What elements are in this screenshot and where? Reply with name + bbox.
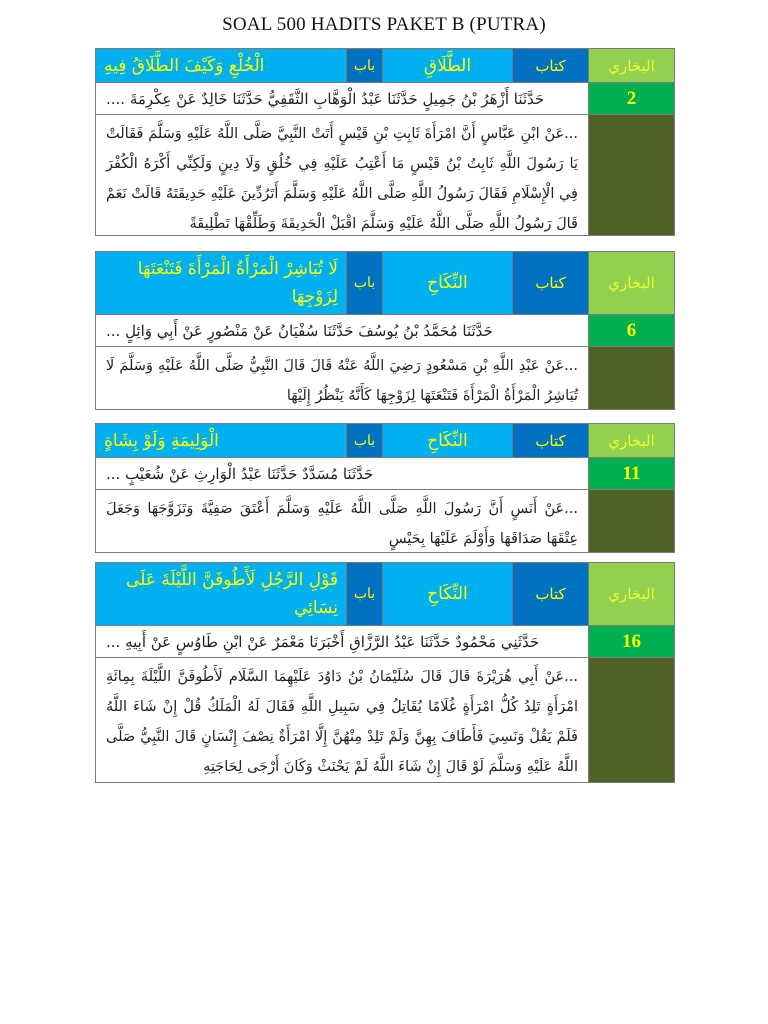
bukhari-label: البخاري (588, 49, 674, 82)
sanad-text: حَدَّثَنَا مُسَدَّدٌ حَدَّثَنَا عَبْدُ الْوَارِثِ عَنْ شُعَيْبٍ ... (106, 464, 374, 483)
answer-box (588, 658, 674, 782)
bab-label: باب (346, 563, 382, 625)
matn-text: ...عَنْ عَبْدِ اللَّهِ بْنِ مَسْعُودٍ رَضِيَ اللَّهُ عَنْهُ قَالَ قَالَ النَّبِيُّ صَلَّى اللَّهُ عَلَيْهِ وَسَلَّمَ لَا تُبَاشِرُ الْمَرْأَةُ الْمَرْأَةَ فَتَنْعَتَهَا لِزَوْجِهَا كَأَنَّهُ يَنْظُرُ إِلَيْهَا (106, 358, 578, 404)
kitab-name: النِّكَاحِ (382, 563, 512, 625)
sanad-row (96, 315, 674, 347)
bukhari-label: البخاري (588, 424, 674, 457)
kitab-label: كتاب (512, 49, 588, 82)
matn-row (96, 658, 674, 782)
sanad-text: حَدَّثَنَا مُحَمَّدُ بْنُ يُوسُفَ حَدَّثَنَا سُفْيَانُ عَنْ مَنْصُورٍ عَنْ أَبِي وَائِلٍ ... (106, 321, 493, 340)
sanad-row (96, 626, 674, 658)
bab-label: باب (346, 252, 382, 314)
card-header (96, 424, 674, 458)
card-header (96, 252, 674, 315)
sanad-text: حَدَّثَنَا أَزْهَرُ بْنُ جَمِيلٍ حَدَّثَنَا عَبْدُ الْوَهَّابِ الثَّقَفِيُّ حَدَّثَنَا خَالِدٌ عَنْ عِكْرِمَةَ .... (106, 89, 545, 108)
bab-label: باب (346, 49, 382, 82)
bab-label: باب (346, 424, 382, 457)
card-header (96, 563, 674, 626)
answer-box (588, 490, 674, 552)
hadith-number: 16 (588, 626, 674, 657)
page-title: SOAL 500 HADITS PAKET B (PUTRA) (222, 14, 546, 35)
hadith-card-6 (95, 251, 675, 410)
bab-name: الْوَلِيمَةِ وَلَوْ بِشَاةٍ (96, 424, 346, 457)
sanad-row (96, 83, 674, 115)
kitab-label: كتاب (512, 252, 588, 314)
hadith-number: 11 (588, 458, 674, 489)
matn-text: ...عَنْ أَبِي هُرَيْرَةَ قَالَ قَالَ سُلَيْمَانُ بْنُ دَاوُدَ عَلَيْهِمَا السَّلَام لَأَطُوفَنَّ اللَّيْلَةَ بِمِائَةِ امْرَأَةٍ تَلِدُ كُلُّ امْرَأَةٍ غُلَامًا يُقَاتِلُ فِي سَبِيلِ اللَّهِ فَقَالَ لَهُ الْمَلَكُ قُلْ إِنْ شَاءَ اللَّهُ فَلَمْ يَقُلْ وَنَسِيَ فَأَطَافَ بِهِنَّ وَلَمْ تَلِدْ مِنْهُنَّ إِلَّا امْرَأَةٌ نِصْفَ إِنْسَانٍ قَالَ النَّبِيُّ صَلَّى اللَّهُ عَلَيْهِ وَسَلَّمَ لَوْ قَالَ إِنْ شَاءَ اللَّهُ لَمْ يَحْنَثْ وَكَانَ أَرْجَى لِحَاجَتِهِ (106, 669, 578, 775)
matn-text: ...عَنْ أَنَسٍ أَنَّ رَسُولَ اللَّهِ صَلَّى اللَّهُ عَلَيْهِ وَسَلَّمَ أَعْتَقَ صَفِيَّةَ وَتَزَوَّجَهَا وَجَعَلَ عِتْقَهَا صَدَاقَهَا وَأَوْلَمَ عَلَيْهَا بِحَيْسٍ (106, 501, 578, 547)
kitab-name: النِّكَاحِ (382, 252, 512, 314)
hadith-number: 6 (588, 315, 674, 346)
matn-row (96, 347, 674, 409)
kitab-name: النِّكَاحِ (382, 424, 512, 457)
answer-box (588, 115, 674, 235)
bab-name: قَوْلِ الرَّجُلِ لَأَطُوفَنَّ اللَّيْلَةَ عَلَى نِسَائِي (96, 563, 346, 625)
bab-name: لَا تُبَاشِرْ الْمَرْأَةُ الْمَرْأَةَ فَتَنْعَتَهَا لِزَوْجِهَا (96, 252, 346, 314)
kitab-name: الطَّلَاقِ (382, 49, 512, 82)
hadith-card-2 (95, 48, 675, 236)
matn-row (96, 490, 674, 552)
bukhari-label: البخاري (588, 563, 674, 625)
bab-name: الْخُلْعِ وَكَيْفَ الطَّلَاقُ فِيهِ (96, 49, 346, 82)
hadith-card-11 (95, 423, 675, 553)
answer-box (588, 347, 674, 409)
sanad-text: حَدَّثَنِي مَحْمُودٌ حَدَّثَنَا عَبْدُ الرَّزَّاقِ أَخْبَرَنَا مَعْمَرٌ عَنْ ابْنِ طَاوُسٍ عَنْ أَبِيهِ ... (106, 632, 540, 651)
kitab-label: كتاب (512, 424, 588, 457)
matn-text: ...عَنْ ابْنِ عَبَّاسٍ أَنَّ امْرَأَةَ ثَابِتِ بْنِ قَيْسٍ أَتَتْ النَّبِيَّ صَلَّى اللَّهُ عَلَيْهِ وَسَلَّمَ فَقَالَتْ يَا رَسُولَ اللَّهِ ثَابِتُ بْنُ قَيْسٍ مَا أَعْتِبُ عَلَيْهِ فِي خُلُقٍ وَلَا دِينٍ وَلَكِنِّي أَكْرَهُ الْكُفْرَ فِي الْإِسْلَامِ فَقَالَ رَسُولُ اللَّهِ صَلَّى اللَّهُ عَلَيْهِ وَسَلَّمَ أَتَرُدِّينَ عَلَيْهِ حَدِيقَتَهُ قَالَتْ نَعَمْ قَالَ رَسُولُ اللَّهِ صَلَّى اللَّهُ عَلَيْهِ وَسَلَّمَ اقْبَلْ الْحَدِيقَةَ وَطَلِّقْهَا تَطْلِيقَةً (106, 126, 578, 232)
sanad-row (96, 458, 674, 490)
hadith-number: 2 (588, 83, 674, 114)
bukhari-label: البخاري (588, 252, 674, 314)
matn-row (96, 115, 674, 235)
card-header (96, 49, 674, 83)
hadith-card-16 (95, 562, 675, 783)
kitab-label: كتاب (512, 563, 588, 625)
